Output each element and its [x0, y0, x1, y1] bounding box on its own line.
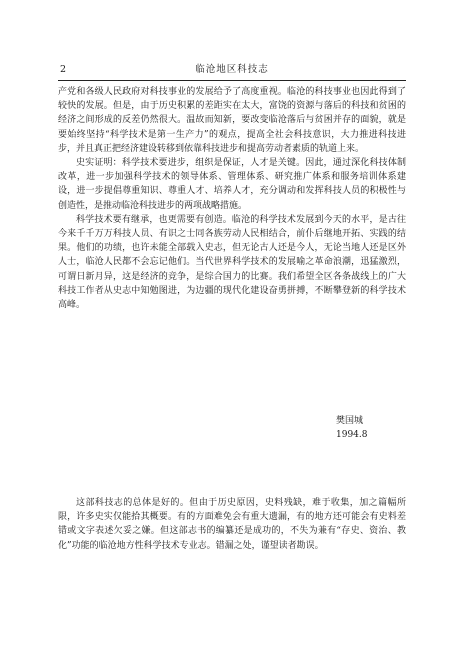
page-header	[58, 62, 406, 78]
paragraph-4: 这部科技志的总体是好的。但由于历史原因，史料残缺，难于收集，加之篇幅所限，许多史实仅能拾其概要。有的方面难免会有重大遗漏，有的地方还可能会有史料差错或文字表述欠妥之嫌。但这部志书的编纂还是成功的，不失为兼有“存史、资治、教化”功能的临沧地方性科学技术专业志。错漏之处，谨望读者勘误。	[58, 498, 406, 551]
page-number: 2	[60, 64, 67, 75]
paragraph-2: 史实证明：科学技术要进步，组织是保证，人才是关键。因此，通过深化科技体制改革，进一步加强科学技术的领导体系、管理体系、研究推广体系和服务培训体系建设，进一步提倡尊重知识、尊重人才、培养人才，充分调动和发挥科技人员的积极性与创造性，是推动临沧科技进步的两项战略措施。	[58, 158, 406, 211]
signature-date: 1994.8	[336, 430, 368, 440]
header-rule	[58, 80, 406, 81]
signature-block	[336, 414, 416, 442]
running-title: 临沧地区科技志	[195, 64, 269, 75]
body-text	[58, 85, 406, 319]
paragraph-1: 产党和各级人民政府对科技事业的发展给予了高度重视。临沧的科技事业也因此得到了较快的发展。但是，由于历史积累的差距实在太大，富饶的资源与落后的科技和贫困的经济之间形成的反差仍然很大。温故而知新，要改变临沧落后与贫困并存的面貌，就是要始终坚持“科学技术是第一生产力”的观点，提高全社会科技意识，大力推进科技进步，并且真正把经济建设转移到依靠科技进步和提高劳动者素质的轨道上来。	[58, 87, 406, 154]
author-name: 樊国城	[336, 416, 364, 426]
paragraph-3: 科学技术要有继承，也更需要有创造。临沧的科学技术发展到今天的水平，是古往今来千千万万科技人员、有识之士同各族劳动人民相结合，前仆后继地开拓、实践的结果。他们的功绩，也许未能全部载入史志，但无论古人还是今人，无论当地人还是区外人士，临沧人民都不会忘记他们。当代世界科学技术的发展喻之革命浪潮，迅猛激烈，可谓日新月异，这是经济的竞争，是综合国力的比赛。我们希望全区各条战线上的广大科技工作者从史志中知勉图进，为边疆的现代化建设奋勇拼搏，不断攀登新的科学技术高峰。	[58, 214, 406, 311]
